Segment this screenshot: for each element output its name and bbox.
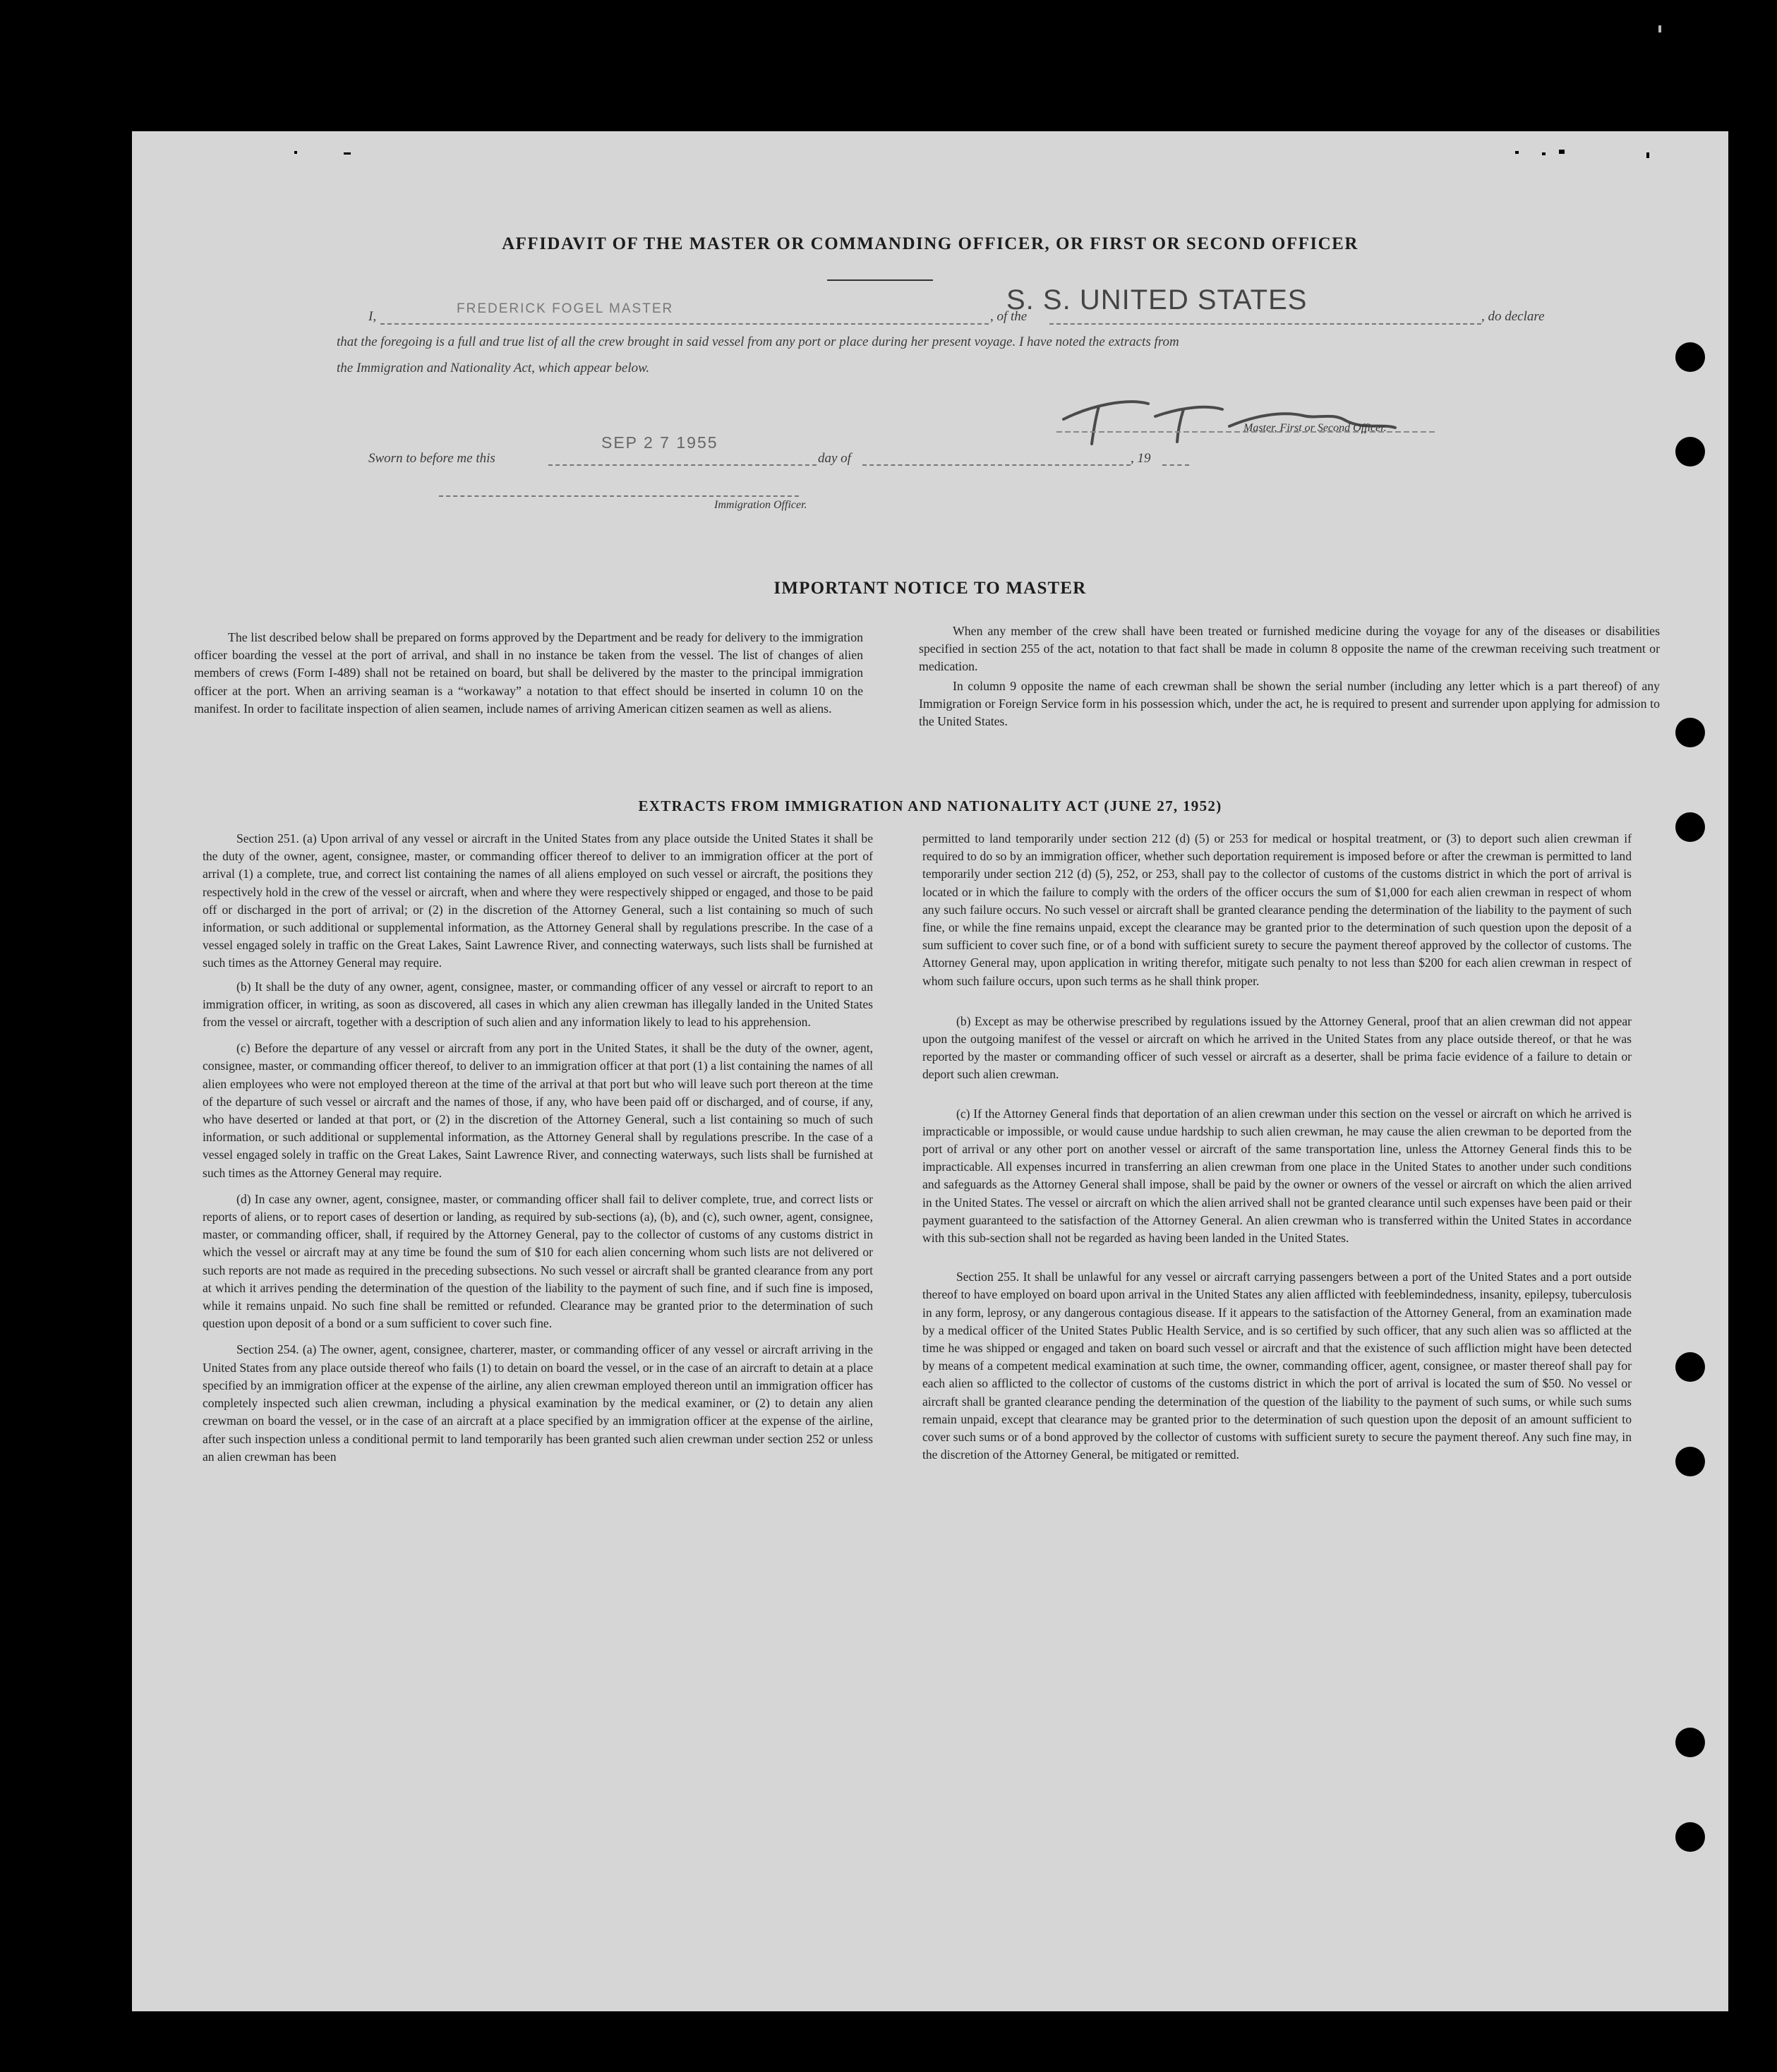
- master-signature: [1049, 377, 1445, 454]
- scan-speck: [1515, 151, 1519, 154]
- section-251-b: (b) It shall be the duty of any owner, agent, consignee, master, or commanding officer of any vessel or aircraft to report to an immigration officer, in writing, as soon as discovered, all cases in which any alien crewman has illegally landed in the United States from the vessel or aircraft, together with a description of such alien and any information likely to lead to his apprehension.: [203, 979, 873, 1030]
- scan-speck: [1658, 25, 1661, 32]
- section-254-b: (b) Except as may be otherwise prescribed by regulations issued by the Attorney General, proof that an alien crewman did not appear upon the outgoing manifest of the vessel or aircraft on which he arrived in the United States from any place outside thereof, or that he was reported by the master or commanding officer of such vessel or aircraft as a deserter, shall be prima facie evidence of a failure to detain or deport such alien crewman.: [922, 1013, 1632, 1082]
- sworn-date-line: [548, 464, 817, 466]
- notice-right-column: [919, 622, 1660, 739]
- master-name-line: [380, 323, 989, 325]
- notice-title: IMPORTANT NOTICE TO MASTER: [773, 579, 1087, 598]
- immigration-officer-line: [439, 495, 799, 497]
- section-251-c: (c) Before the departure of any vessel or aircraft from any port in the United States, it shall be the duty of the owner, agent, consignee, master, or commanding officer thereof, to deliver to an immigration officer at that port (1) a list containing the names of all alien employees who were not employed thereon at the time of the arrival at that port but who will leave such port thereon at the time of the departure of such vessel or aircraft and the names of those, if any, who have been paid off or discharged, and of course, if any, who have deserted or landed at that port, or (2) in the discretion of the Attorney General, such a list containing so much of such information, or such additional or supplemental information, as the Attorney General shall by regulations prescribe. In the case of a vessel engaged solely in traffic on the Great Lakes, Saint Lawrence River, and connecting waterways, such lists shall be furnished at such times as the Attorney General may require.: [203, 1041, 873, 1180]
- scan-speck: [1646, 152, 1649, 158]
- section-251-d: (d) In case any owner, agent, consignee, master, or commanding officer shall fail to deliver complete, true, and correct lists or reports of aliens, or to report cases of desertion or landing, as required by sub-sections (a), (b), and (c), such owner, agent, consignee, master, or commanding officer, shall, if required by the Attorney General, pay to the collector of customs of any customs district in which the vessel or aircraft may at any time be found the sum of $10 for each alien concerning whom such lists are not delivered or such reports are not made as required in the preceding subsections. No such vessel or aircraft shall be granted clearance from any port at which it arrives pending the determination of the question of the liability to the payment of such fine, and if such fine is imposed, while it remains unpaid. No such fine shall be remitted or refunded. Clearance may be granted prior to the determination of such question upon deposit of a bond or a sum sufficient to cover such fine.: [203, 1191, 873, 1331]
- signature-caption: Master, First or Second Officer.: [1243, 422, 1387, 434]
- affidavit-declaration-line-2: the Immigration and Nationality Act, which appear below.: [337, 361, 650, 375]
- vessel-name-line: [1049, 323, 1481, 325]
- sworn-date-stamp: SEP 2 7 1955: [601, 433, 718, 452]
- immigration-officer-caption: Immigration Officer.: [714, 499, 807, 511]
- scan-speck: [294, 151, 297, 154]
- affidavit-declare-label: , do declare: [1481, 309, 1545, 324]
- scan-speck: [1559, 150, 1565, 154]
- notice-left-column: [194, 629, 863, 726]
- extracts-right-column: [922, 830, 1632, 1473]
- affidavit-title: AFFIDAVIT OF THE MASTER OR COMMANDING OFFICER, OR FIRST OR SECOND OFFICER: [502, 234, 1359, 253]
- affidavit-i-label: I,: [368, 309, 377, 324]
- affidavit-declaration-line: that the foregoing is a full and true list of all the crew brought in said vessel from any port or place during her present voyage. I have noted the extracts from: [337, 335, 1179, 349]
- binder-hole: [1675, 1728, 1705, 1757]
- notice-right-paragraph-1: When any member of the crew shall have been treated or furnished medicine during the voyage for any of the diseases or disabilities specified in section 255 of the act, notation to that fact shall be made in column 8 opposite the name of the crewman receiving such treatment or medication.: [919, 624, 1660, 674]
- section-254-a: Section 254. (a) The owner, agent, consignee, charterer, master, or commanding officer of any vessel or aircraft arriving in the United States from any place outside thereof who fails (1) to detain on board the vessel, or in the case of an aircraft to detain at a place specified by an immigration officer at the expense of the airline, any alien crewman employed thereon until an immigration officer has completely inspected such alien crewman, including a physical examination by the medical examiner, or (2) to detain any alien crewman on board the vessel, or in the case of an aircraft at a place specified by an immigration officer at the expense of the airline, after such inspection unless a conditional permit to land temporarily has been granted such alien crewman under section 252 or unless an alien crewman has been: [203, 1342, 873, 1464]
- affidavit-of-the-label: , of the: [990, 309, 1028, 324]
- section-255: Section 255. It shall be unlawful for any vessel or aircraft carrying passengers between a port of the United States and a port outside thereof to have employed on board upon arrival in the United States any alien afflicted with feeblemindedness, insanity, epilepsy, tuberculosis in any form, leprosy, or any dangerous contagious disease. If it appears to the satisfaction of the Attorney General, from an examination made by a medical officer of the United States Public Health Service, and is so certified by such officer, that any such alien was so afflicted at the time he was shipped or engaged and taken on board such vessel or aircraft and that the existence of such affliction might have been detected by means of a competent medical examination at such time, the owner, commanding officer, agent, consignee, or master thereof shall pay for each alien so afflicted to the collector of customs of the customs district in which the port of arrival is located the sum of $50. No vessel or aircraft shall be granted clearance pending the determination of the question of the liability to the payment of such sums, or while such sums remain unpaid, except that clearance may be granted prior to the determination of such question upon the deposit of an amount sufficient to cover such sums or of a bond approved by the collector of customs with sufficient surety to secure the payment thereof. Any such fine may, in the discretion of the Attorney General, be mitigated or remitted.: [922, 1270, 1632, 1462]
- binder-hole: [1675, 1447, 1705, 1476]
- section-254-a-continued: permitted to land temporarily under section 212 (d) (5) or 253 for medical or hospital treatment, or (3) to deport such alien crewman if required to do so by an immigration officer, whether such deportation requirement is imposed before or after the crewman is permitted to land temporarily under section 212 (d) (5), 252, or 253, shall pay to the collector of customs of the customs district in which the port of arrival is located or in which the failure to comply with the orders of the officer occurs the sum of $1,000 for each alien crewman in respect of whom any such failure occurs. No such vessel or aircraft shall be granted clearance pending the determination of the liability to the payment of such fine, or while the fine remains unpaid, except the clearance may be granted prior to the determination of such question upon the deposit of a sum sufficient to cover such fine, or of a bond with sufficient surety to secure the payment thereof approved by the collector of customs. The Attorney General may, upon application in writing therefor, mitigate such penalty to not less than $200 for each alien crewman in respect of whom such failure occurs, upon such terms as he shall think proper.: [922, 831, 1632, 988]
- document-page: [132, 131, 1728, 2011]
- binder-hole: [1675, 1822, 1705, 1852]
- binder-hole: [1675, 718, 1705, 747]
- sworn-day-of-label: day of: [818, 451, 851, 466]
- section-254-c: (c) If the Attorney General finds that deportation of an alien crewman under this section on the vessel or aircraft on which he arrived is impracticable or impossible, or would cause undue hardship to such alien crewman, he may cause the alien crewman to be deported from the port of arrival or any other port on another vessel or aircraft of the same transportation line, unless the Attorney General finds this to be impracticable. All expenses incurred in transferring an alien crewman from one place in the United States to another under such conditions and safeguards as the Attorney General shall impose, shall be paid by the owner or owners of the vessel or aircraft on which the alien arrived in the United States. The vessel or aircraft on which the alien arrived shall not be granted clearance until such expenses have been paid or their payment guaranteed to the satisfaction of the Attorney General. An alien crewman who is transferred within the United States in accordance with this sub-section shall not be regarded as having been landed in the United States.: [922, 1106, 1632, 1246]
- binder-hole: [1675, 812, 1705, 842]
- title-divider: [827, 279, 933, 281]
- extracts-left-column: [203, 830, 873, 1474]
- notice-right-paragraph-2: In column 9 opposite the name of each crewman shall be shown the serial number (including any letter which is a part thereof) of any Immigration or Foreign Service form in his possession which, under the act, he is required to present and surrender upon applying for admission to the United States.: [919, 678, 1660, 729]
- extracts-title: EXTRACTS FROM IMMIGRATION AND NATIONALITY ACT (JUNE 27, 1952): [638, 797, 1222, 814]
- sworn-year-label: , 19: [1131, 451, 1151, 466]
- binder-hole: [1675, 1352, 1705, 1382]
- sworn-label: Sworn to before me this: [368, 451, 495, 466]
- section-251-a: Section 251. (a) Upon arrival of any vessel or aircraft in the United States from any place outside the United States it shall be the duty of the owner, agent, consignee, master, or commanding officer thereof to deliver to an immigration officer at the port of arrival (1) a complete, true, and correct list containing the names of all aliens employed on such vessel or aircraft, the positions they respectively hold in the crew of the vessel or aircraft, when and where they were respectively shipped or engaged, and those to be paid off or discharged in the port of arrival; or (2) in the discretion of the Attorney General, such a list containing so much of such information, or such additional or supplemental information, as the Attorney General shall by regulations prescribe. In the case of a vessel engaged solely in traffic on the Great Lakes, Saint Lawrence River, and connecting waterways, such lists shall be furnished at such times as the Attorney General may require.: [203, 831, 873, 970]
- binder-hole: [1675, 342, 1705, 372]
- scan-speck: [1542, 152, 1546, 155]
- vessel-name-value: S. S. UNITED STATES: [1006, 284, 1308, 315]
- notice-left-paragraph: The list described below shall be prepared on forms approved by the Department and be ready for delivery to the immigration officer boarding the vessel at the port of arrival, and shall in no instance be taken from the vessel. The list of changes of alien members of crews (Form I-489) shall not be retained on board, but shall be delivered by the master to the principal immigration officer at the port. When an arriving seaman is a “workaway” a notation to that effect should be inserted in column 10 on the manifest. In order to facilitate inspection of alien seamen, include names of arriving American citizen seamen as well as aliens.: [194, 630, 863, 716]
- master-name-value: FREDERICK FOGEL MASTER: [457, 301, 674, 316]
- binder-hole: [1675, 437, 1705, 466]
- scan-speck: [344, 152, 351, 155]
- sworn-month-line: [862, 464, 1131, 466]
- sworn-year-line: [1162, 464, 1189, 466]
